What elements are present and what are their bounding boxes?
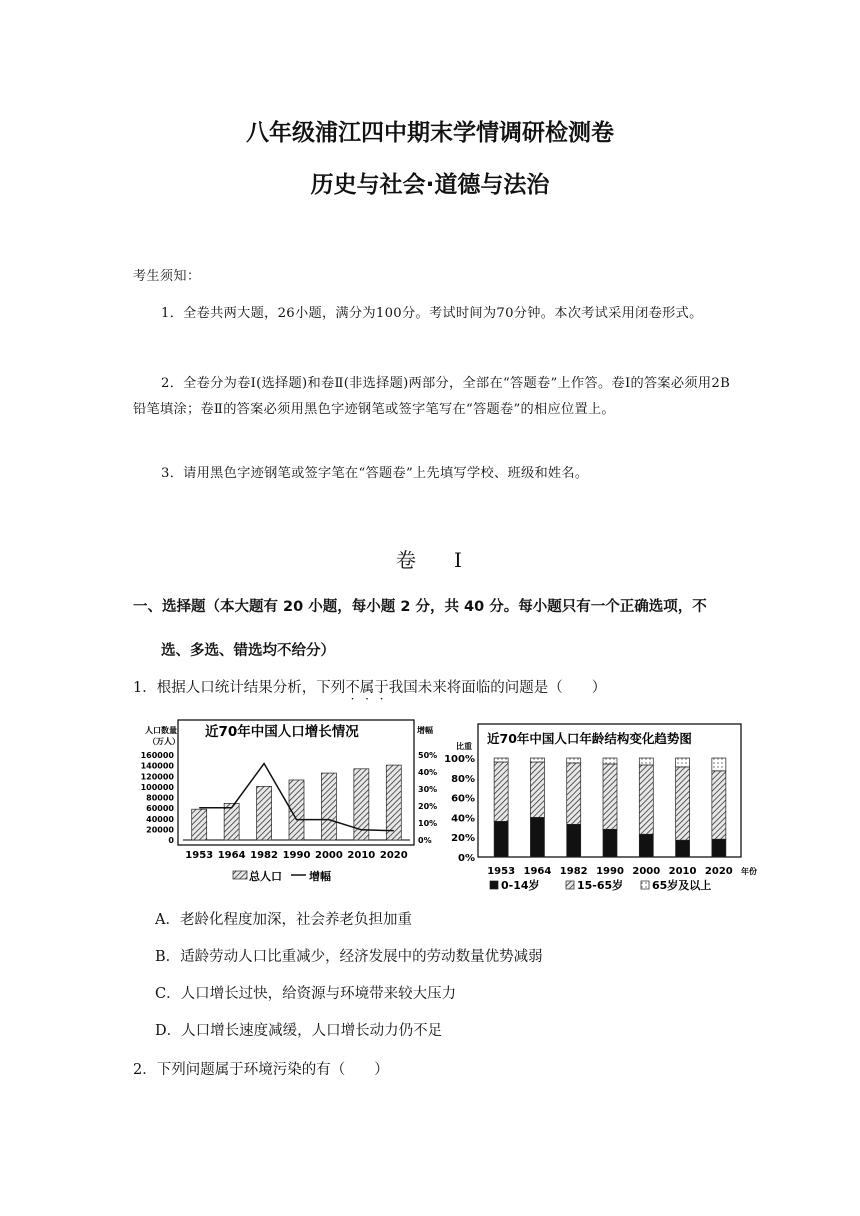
population-bar: [257, 786, 272, 840]
y-axis-label: 人口数量: [145, 726, 177, 735]
x-tick-label: 1982: [559, 866, 588, 877]
y2-tick-label: 20%: [418, 802, 438, 811]
y-tick-label: 0%: [458, 853, 475, 864]
notice-item-3: 3．请用黑色字迹钢笔或签字笔在“答题卷”上先填写学校、班级和姓名。: [161, 466, 589, 481]
emphasis-char: 不: [345, 680, 360, 696]
population-growth-chart: [141, 720, 438, 883]
age-bar-segment: [676, 840, 690, 857]
x-tick-label: 2010: [668, 866, 697, 877]
population-bar: [224, 803, 239, 840]
x-tick-label: 2020: [379, 850, 408, 861]
question-1-stem-before: 1．根据人口统计结果分析，下列: [133, 680, 346, 696]
notice-item-1: 1．全卷共两大题，26小题，满分为100分。考试时间为70分钟。本次考试采用闭卷形式。: [161, 306, 703, 321]
question-1-emphasis: [345, 680, 389, 696]
age-bar-segment: [567, 824, 581, 857]
question-1-figure: [0, 705, 860, 905]
age-structure-chart: [444, 724, 757, 892]
chart-title: 近70年中国人口增长情况: [205, 724, 359, 740]
notice-heading: 考生须知：: [133, 269, 201, 284]
legend-label: 65岁及以上: [652, 879, 712, 892]
age-bar-segment: [712, 758, 726, 771]
y2-tick-label: 50%: [418, 751, 438, 760]
y-axis-label: 比重: [456, 742, 472, 751]
y-tick-label: 60000: [146, 804, 174, 814]
x-axis-label: 年份: [741, 867, 757, 876]
age-bar-segment: [676, 758, 690, 767]
y-tick-label: 20000: [146, 825, 174, 835]
legend-label-population: 总人口: [249, 870, 282, 883]
x-tick-label: 1964: [217, 850, 246, 861]
age-bar-segment: [530, 762, 544, 817]
y-tick-label: 80%: [451, 773, 475, 785]
y2-tick-label: 10%: [418, 819, 438, 828]
legend-label: 0-14岁: [501, 879, 540, 892]
population-bar: [386, 765, 401, 840]
y-tick-label: 140000: [140, 761, 174, 771]
exam-subtitle: 历史与社会·道德与法治: [310, 172, 550, 198]
x-tick-label: 2010: [347, 850, 376, 861]
age-bar-segment: [712, 839, 726, 857]
legend-label: 15-65岁: [577, 879, 624, 892]
x-tick-label: 2020: [704, 866, 733, 877]
x-tick-label: 1964: [523, 866, 552, 877]
emphasis-char: 于: [374, 680, 389, 696]
legend-label-growth: 增幅: [309, 870, 331, 883]
question-1-stem: [133, 676, 606, 697]
section-heading: [133, 585, 733, 673]
option-a: A．老龄化程度加深，社会养老负担加重: [155, 912, 412, 928]
y-axis-unit: （万人）: [148, 737, 180, 746]
option-c: C．人口增长过快，给资源与环境带来较大压力: [155, 986, 457, 1002]
y-tick-label: 80000: [146, 793, 174, 803]
y-tick-label: 60%: [451, 793, 475, 805]
legend-swatch-population: [233, 871, 247, 879]
y2-tick-label: 40%: [418, 768, 438, 777]
volume-heading: [0, 544, 860, 573]
legend-swatch: [490, 881, 498, 889]
population-bar: [321, 773, 336, 840]
y-tick-label: 160000: [140, 751, 174, 760]
chart-title: 近70年中国人口年龄结构变化趋势图: [487, 731, 692, 746]
age-bar-segment: [676, 767, 690, 840]
x-tick-label: 1982: [250, 850, 278, 861]
x-tick-label: 1990: [596, 866, 624, 877]
age-bar-segment: [567, 758, 581, 763]
notice-item-2: 2．全卷分为卷Ⅰ(选择题)和卷Ⅱ(非选择题)两部分，全部在“答题卷”上作答。卷Ⅰ的答案必须用2B铅笔填涂；卷Ⅱ的答案必须用黑色字迹钢笔或签字笔写在“答题卷”的相应位置上。: [133, 376, 731, 417]
option-b: B．适龄劳动人口比重减少，经济发展中的劳动数量优势减弱: [155, 949, 543, 965]
legend-swatch: [566, 881, 574, 889]
y-tick-label: 40000: [146, 814, 174, 824]
age-bar-segment: [603, 764, 617, 829]
y2-tick-label: 30%: [418, 785, 438, 794]
x-tick-label: 1990: [282, 850, 311, 861]
x-tick-label: 2000: [315, 850, 343, 861]
y-tick-label: 100000: [140, 782, 174, 792]
volume-number: I: [454, 548, 464, 572]
option-d: D．人口增长速度减缓，人口增长动力仍不足: [155, 1023, 443, 1039]
volume-label: 卷: [396, 548, 419, 572]
x-tick-label: 2000: [632, 866, 661, 877]
y-tick-label: 0: [168, 836, 174, 845]
section-line-1: 一、选择题（本大题有 20 小题，每小题 2 分，共 40 分。每小题只有一个正确选项，不: [133, 599, 707, 615]
y-tick-label: 100%: [444, 754, 475, 765]
exam-title: 八年级浦江四中期末学情调研检测卷: [246, 120, 614, 146]
age-bar-segment: [712, 771, 726, 839]
y2-axis-label: 增幅: [417, 726, 433, 735]
population-bar: [192, 809, 207, 840]
y-tick-label: 40%: [451, 813, 475, 825]
age-bar-segment: [494, 758, 508, 762]
age-bar-segment: [494, 821, 508, 857]
y2-tick-label: 0%: [418, 836, 432, 845]
x-tick-label: 1953: [487, 866, 516, 877]
section-line-2: 选、多选、错选均不给分）: [161, 643, 335, 659]
age-bar-segment: [639, 765, 653, 834]
age-bar-segment: [567, 763, 581, 824]
y-tick-label: 120000: [140, 772, 174, 782]
emphasis-char: 属: [359, 680, 375, 696]
age-bar-segment: [639, 758, 653, 765]
age-bar-segment: [530, 817, 544, 857]
y-tick-label: 20%: [451, 833, 475, 845]
x-tick-label: 1953: [185, 850, 214, 861]
age-bar-segment: [603, 829, 617, 857]
age-bar-segment: [530, 758, 544, 762]
question-1-stem-after: 我国未来将面临的问题是（ ）: [388, 680, 607, 696]
age-bar-segment: [603, 758, 617, 764]
age-bar-segment: [639, 834, 653, 857]
question-2-stem: 2．下列问题属于环境污染的有（ ）: [133, 1062, 389, 1078]
age-bar-segment: [494, 762, 508, 821]
legend-swatch: [641, 881, 649, 889]
